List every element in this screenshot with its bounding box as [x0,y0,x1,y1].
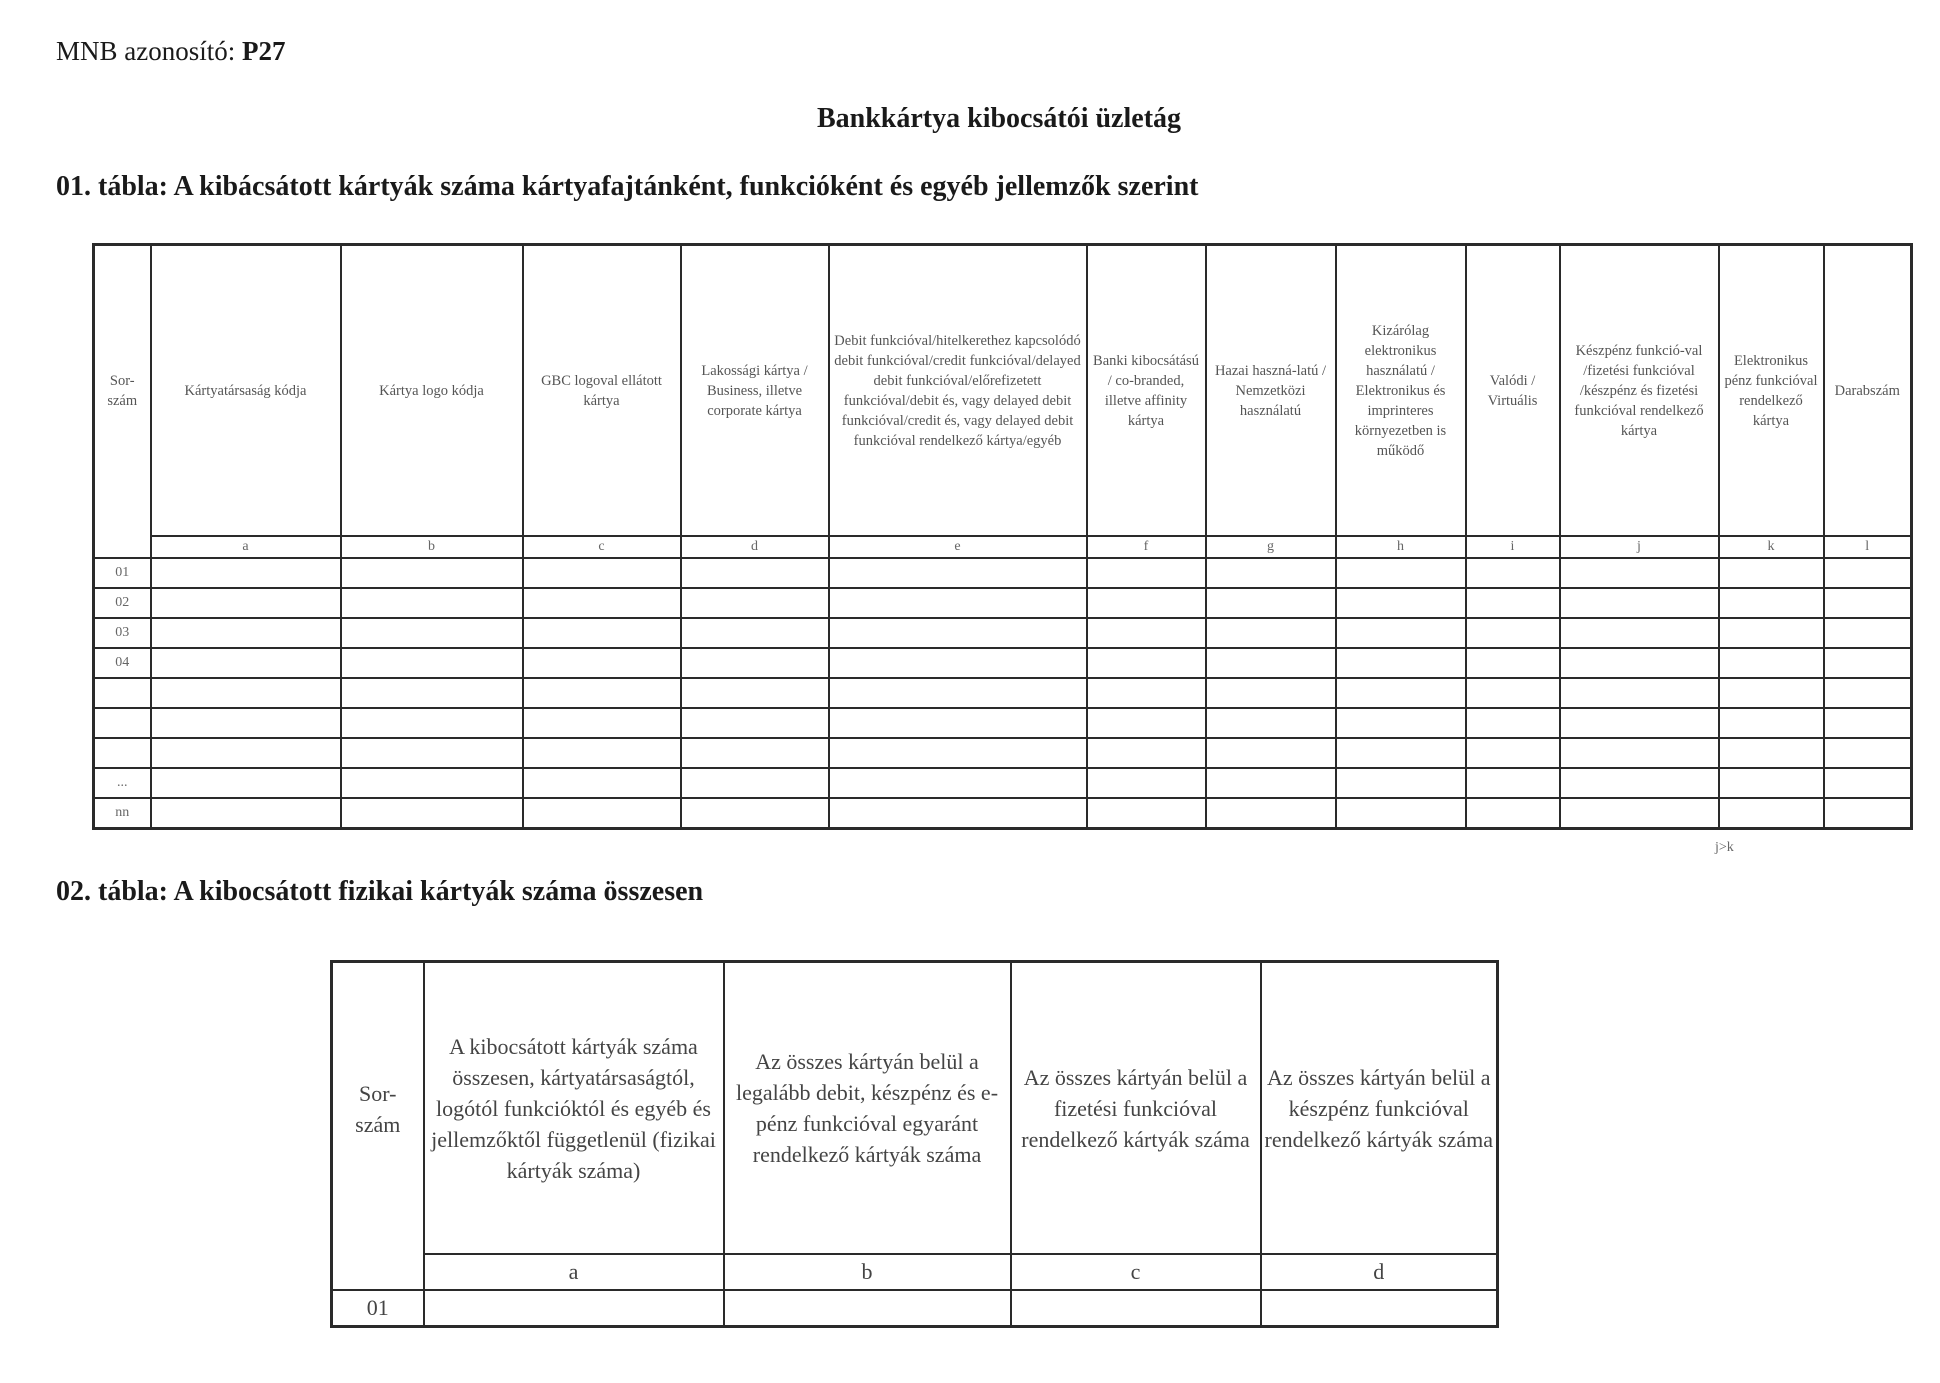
table1-data-cell-a[interactable] [151,618,341,648]
table1-data-cell-g[interactable] [1206,738,1336,768]
table1-data-cell-d[interactable] [681,708,829,738]
table1-data-cell-h[interactable] [1336,648,1466,678]
table1-data-cell-a[interactable] [151,588,341,618]
table1-data-cell-f[interactable] [1087,708,1206,738]
table1-note: j>k [1715,840,1734,855]
table1-data-cell-h[interactable] [1336,558,1466,588]
table1-data-cell-k[interactable] [1719,738,1824,768]
table1-data-cell-l[interactable] [1824,798,1912,829]
table1-row-number: 03 [94,618,151,648]
table1-col-header-c: GBC logoval ellátott kártya [523,245,681,537]
table1-letter-row [94,536,1912,558]
table1-data-cell-d[interactable] [681,558,829,588]
table1-col-letter-c: c [523,536,681,558]
table2-data-cell-b[interactable] [724,1290,1011,1327]
table1-data-cell-i[interactable] [1466,798,1560,829]
table1-data-cell-f[interactable] [1087,738,1206,768]
table1-data-cell-e[interactable] [829,678,1087,708]
table1-data-cell-l[interactable] [1824,558,1912,588]
table-row [94,768,1912,798]
table1-data-cell-j[interactable] [1560,678,1719,708]
table1-data-cell-e[interactable] [829,618,1087,648]
table1-data-cell-a[interactable] [151,798,341,829]
table1-data-cell-j[interactable] [1560,708,1719,738]
table1-col-letter-h: h [1336,536,1466,558]
table1-data-cell-k[interactable] [1719,618,1824,648]
table1-caption: 01. tábla: A kibácsátott kártyák száma kártyafajtánként, funkcióként és egyéb jellemzők szerint [56,171,1199,202]
table1-data-cell-l[interactable] [1824,588,1912,618]
table-row [94,558,1912,588]
table1-col-header-a: Kártyatársaság kódja [151,245,341,537]
table1-data-cell-k[interactable] [1719,588,1824,618]
mnb-identifier-label: MNB azonosító: [56,36,236,66]
table1-data-cell-f[interactable] [1087,618,1206,648]
table1-data-cell-b[interactable] [341,708,523,738]
table1-data-cell-i[interactable] [1466,678,1560,708]
table2-col-letter-c: c [1011,1254,1261,1290]
table1-data-cell-b[interactable] [341,798,523,829]
table1-data-cell-f[interactable] [1087,588,1206,618]
table1-data-cell-a[interactable] [151,738,341,768]
table2-col-header-d: Az összes kártyán belül a készpénz funkcióval rendelkező kártyák száma [1261,962,1498,1255]
table1-data-cell-g[interactable] [1206,558,1336,588]
table1-data-cell-d[interactable] [681,738,829,768]
table1-data-cell-l[interactable] [1824,738,1912,768]
table1-data-cell-k[interactable] [1719,798,1824,829]
table-row [94,708,1912,738]
table1-data-cell-g[interactable] [1206,648,1336,678]
table1-data-cell-b[interactable] [341,618,523,648]
table1-col-header-g: Hazai haszná-latú / Nemzetközi használatú [1206,245,1336,537]
table-row [332,1290,1498,1327]
table-row [94,798,1912,829]
table1-data-cell-k[interactable] [1719,768,1824,798]
table1-data-cell-c[interactable] [523,678,681,708]
table2-col-letter-d: d [1261,1254,1498,1290]
table1-data-cell-f[interactable] [1087,558,1206,588]
table1-data-cell-g[interactable] [1206,588,1336,618]
table1-row-number: 01 [94,558,151,588]
table1-data-cell-d[interactable] [681,588,829,618]
table1-row-number: 02 [94,588,151,618]
document-title: Bankkártya kibocsátói üzletág [816,103,1182,134]
table1-data-cell-b[interactable] [341,558,523,588]
table2-col-header-c: Az összes kártyán belül a fizetési funkcióval rendelkező kártyák száma [1011,962,1261,1255]
table2-sorszam-letter-cell [332,1254,424,1290]
table1-data-cell-e[interactable] [829,558,1087,588]
table1-col-letter-a: a [151,536,341,558]
table2-sorszam-label: Sor- szám [355,1080,401,1137]
table1-sorszam-header [94,245,151,537]
table1-data-cell-e[interactable] [829,648,1087,678]
table1-row-number: ... [94,768,151,798]
table1-data-cell-l[interactable] [1824,648,1912,678]
table2-data-cell-a[interactable] [424,1290,724,1327]
table1-data-cell-a[interactable] [151,708,341,738]
physical-cards-table [330,960,1499,1328]
table1-sorszam-label: Sor- szám [107,373,138,409]
table1-col-header-f: Banki kibocsátású / co-branded, illetve affinity kártya [1087,245,1206,537]
table2-header-row [332,962,1498,1255]
table1-data-cell-f[interactable] [1087,678,1206,708]
table1-header-row [94,245,1912,537]
table1-data-cell-l[interactable] [1824,768,1912,798]
table1-col-header-i: Valódi / Virtuális [1466,245,1560,537]
table1-col-letter-b: b [341,536,523,558]
table1-data-cell-i[interactable] [1466,708,1560,738]
table1-data-cell-f[interactable] [1087,648,1206,678]
table-row [94,648,1912,678]
table1-col-letter-j: j [1560,536,1719,558]
table1-data-cell-c[interactable] [523,738,681,768]
table1-row-number: nn [94,798,151,829]
table1-data-cell-g[interactable] [1206,618,1336,648]
table1-data-cell-h[interactable] [1336,738,1466,768]
table1-data-cell-k[interactable] [1719,558,1824,588]
table1-data-cell-b[interactable] [341,738,523,768]
table1-data-cell-a[interactable] [151,678,341,708]
table1-data-cell-b[interactable] [341,588,523,618]
table1-data-cell-c[interactable] [523,618,681,648]
table2-sorszam-header [332,962,424,1255]
table1-data-cell-l[interactable] [1824,678,1912,708]
table1-data-cell-l[interactable] [1824,618,1912,648]
table1-data-cell-j[interactable] [1560,618,1719,648]
card-types-table [92,243,1913,830]
table1-data-cell-b[interactable] [341,768,523,798]
table1-row-number [94,708,151,738]
table1-sorszam-letter-cell [94,536,151,558]
table2-col-letter-b: b [724,1254,1011,1290]
table1-data-cell-j[interactable] [1560,738,1719,768]
table1-data-cell-e[interactable] [829,588,1087,618]
table1-col-header-l: Darabszám [1824,245,1912,537]
table1-col-letter-g: g [1206,536,1336,558]
table1-data-cell-g[interactable] [1206,768,1336,798]
table1-data-cell-k[interactable] [1719,648,1824,678]
table1-row-number: 04 [94,648,151,678]
table1-data-cell-c[interactable] [523,768,681,798]
table1-data-cell-h[interactable] [1336,678,1466,708]
table2-col-header-a: A kibocsátott kártyák száma összesen, kártyatársaságtól, logótól funkcióktól és egyéb és jellemzőktől függetlenül (fizikai kártyák száma) [424,962,724,1255]
table1-data-cell-l[interactable] [1824,708,1912,738]
table1-data-cell-j[interactable] [1560,798,1719,829]
table1-col-header-j: Készpénz funkció-val /fizetési funkcióval /készpénz és fizetési funkcióval rendelkező kártya [1560,245,1719,537]
table2-letter-row [332,1254,1498,1290]
table1-data-cell-e[interactable] [829,738,1087,768]
table1-data-cell-d[interactable] [681,678,829,708]
table1-data-cell-i[interactable] [1466,738,1560,768]
table1-col-letter-e: e [829,536,1087,558]
table1-col-letter-k: k [1719,536,1824,558]
table1-col-letter-i: i [1466,536,1560,558]
table1-data-cell-j[interactable] [1560,648,1719,678]
table1-data-cell-d[interactable] [681,618,829,648]
table1-data-cell-b[interactable] [341,648,523,678]
table1-data-cell-a[interactable] [151,648,341,678]
table1-row-number [94,738,151,768]
table1-col-header-e: Debit funkcióval/hitelkerethez kapcsolódó debit funkcióval/credit funkcióval/delayed debit funkcióval/előrefizetett funkcióval/debit és, vagy delayed debit funkcióval/credit és, vagy delayed debit funkcióval rendelkező kártya/egyéb [829,245,1087,537]
table-row [94,678,1912,708]
table1-data-cell-c[interactable] [523,708,681,738]
table1-col-header-b: Kártya logo kódja [341,245,523,537]
table1-data-cell-h[interactable] [1336,618,1466,648]
table1-data-cell-i[interactable] [1466,648,1560,678]
table2-col-letter-a: a [424,1254,724,1290]
table1-data-cell-k[interactable] [1719,678,1824,708]
table2-caption: 02. tábla: A kibocsátott fizikai kártyák száma összesen [56,876,704,907]
table1-data-cell-c[interactable] [523,648,681,678]
table1-data-cell-h[interactable] [1336,708,1466,738]
table1-data-cell-j[interactable] [1560,588,1719,618]
table1-data-cell-f[interactable] [1087,798,1206,829]
mnb-identifier [56,36,286,67]
table1-col-letter-f: f [1087,536,1206,558]
table1-data-cell-d[interactable] [681,798,829,829]
table1-data-cell-f[interactable] [1087,768,1206,798]
table1-data-cell-h[interactable] [1336,768,1466,798]
table1-data-cell-a[interactable] [151,558,341,588]
table1-data-cell-c[interactable] [523,588,681,618]
table1-data-cell-g[interactable] [1206,708,1336,738]
mnb-identifier-code: P27 [242,36,286,66]
table1-data-cell-k[interactable] [1719,708,1824,738]
table-row [94,738,1912,768]
table1-data-cell-c[interactable] [523,558,681,588]
table1-data-cell-a[interactable] [151,768,341,798]
table1-data-cell-d[interactable] [681,648,829,678]
table1-col-letter-l: l [1824,536,1912,558]
table1-data-cell-b[interactable] [341,678,523,708]
table1-data-cell-i[interactable] [1466,768,1560,798]
table2-data-cell-c[interactable] [1011,1290,1261,1327]
table2-col-header-b: Az összes kártyán belül a legalább debit, készpénz és e-pénz funkcióval egyaránt rendelkező kártyák száma [724,962,1011,1255]
table1-data-cell-g[interactable] [1206,678,1336,708]
table-row [94,618,1912,648]
table1-data-cell-d[interactable] [681,768,829,798]
table1-data-cell-j[interactable] [1560,558,1719,588]
table1-col-header-d: Lakossági kártya / Business, illetve corporate kártya [681,245,829,537]
table1-data-cell-e[interactable] [829,768,1087,798]
table1-data-cell-e[interactable] [829,798,1087,829]
table1-data-cell-i[interactable] [1466,618,1560,648]
table1-col-header-h: Kizárólag elektronikus használatú / Elektronikus és imprinteres környezetben is működő [1336,245,1466,537]
table1-row-number [94,678,151,708]
table1-data-cell-i[interactable] [1466,588,1560,618]
table1-data-cell-h[interactable] [1336,588,1466,618]
table1-col-letter-d: d [681,536,829,558]
table1-col-header-k: Elektronikus pénz funkcióval rendelkező kártya [1719,245,1824,537]
table1-data-cell-j[interactable] [1560,768,1719,798]
table1-data-cell-c[interactable] [523,798,681,829]
table1-data-cell-e[interactable] [829,708,1087,738]
table-row [94,588,1912,618]
table2-data-cell-d[interactable] [1261,1290,1498,1327]
table1-data-cell-i[interactable] [1466,558,1560,588]
table2-row-number: 01 [332,1290,424,1327]
table1-data-cell-g[interactable] [1206,798,1336,829]
table1-data-cell-h[interactable] [1336,798,1466,829]
